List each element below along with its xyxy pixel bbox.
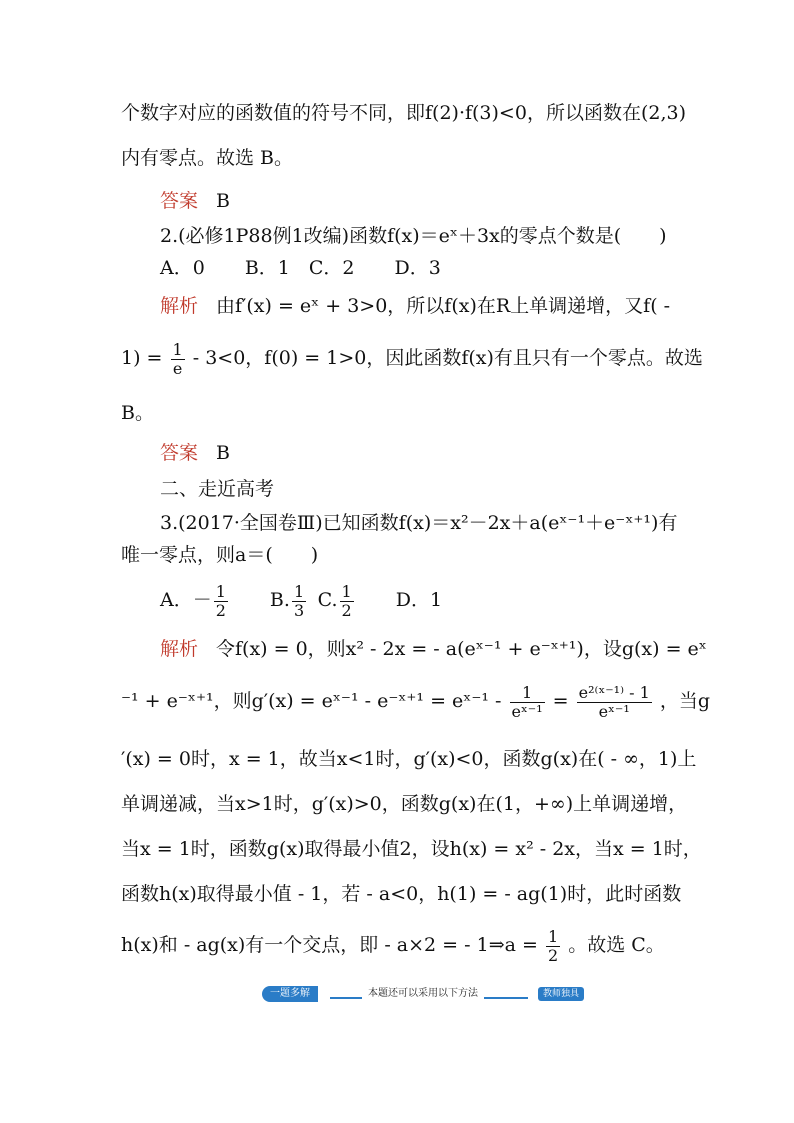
analysis-text: 由f′(x) = eˣ + 3>0，所以f(x)在R上单调递增，又f( -: [216, 295, 671, 317]
fraction-half: [214, 583, 228, 620]
text-segment: ，当g: [659, 690, 710, 712]
answer-row-2: [160, 440, 681, 466]
footer-caption: 本题还可以采用以下方法: [362, 986, 484, 1002]
answer-label: 答案: [160, 190, 199, 212]
text-segment: - 3<0，f(0) = 1>0，因此函数f(x)有且只有一个零点。故选: [192, 347, 703, 369]
q3-choice-c: C.: [317, 589, 338, 611]
fraction-denominator: 2: [341, 600, 352, 620]
text-segment: 。故选 C。: [568, 934, 665, 956]
fraction-denominator: 2: [215, 600, 226, 620]
text-line-12: 唯一零点，则a＝( ): [121, 544, 319, 566]
text-line-17: 单调递减，当x>1时，g′(x)>0，函数g(x)在(1，+∞)上单调递增，: [121, 793, 688, 815]
text-segment: h(x)和 - ag(x)有一个交点，即 - a×2 = - 1⇒a =: [121, 934, 538, 956]
footer-tag-left: 一题多解: [262, 986, 318, 1002]
section-heading: 二、走近高考: [160, 478, 275, 500]
footer-banner: [262, 986, 584, 1002]
answer-value: B: [216, 190, 230, 212]
fraction-big: [577, 684, 652, 721]
analysis-label: 解析: [160, 638, 199, 660]
fraction-denominator: 2: [547, 945, 559, 965]
q2-choice-a: A．0: [160, 257, 205, 279]
fraction-numerator: 1: [547, 926, 559, 946]
fraction-denominator: e: [172, 358, 183, 378]
text-line-7: [121, 334, 703, 382]
fraction-numerator: 1: [172, 339, 183, 359]
analysis-text: 令f(x) = 0，则x² - 2x = - a(eˣ⁻¹ + e⁻ˣ⁺¹)，设g(x) = eˣ: [216, 638, 707, 660]
text-segment: ⁻¹ + e⁻ˣ⁺¹，则g′(x) = eˣ⁻¹ - e⁻ˣ⁺¹ = eˣ⁻¹ -: [121, 690, 502, 712]
text-segment: 1) =: [121, 347, 163, 369]
answer-value: B: [216, 442, 230, 464]
fraction-numerator: 1: [341, 581, 352, 601]
text-segment: =: [552, 690, 569, 712]
fraction-one-over-ex1: [510, 684, 545, 721]
q2-choice-d: D．3: [394, 257, 441, 279]
fraction-third: [292, 583, 306, 620]
question-2: 2.(必修1P88例1改编)函数f(x)＝eˣ＋3x的零点个数是( ): [160, 225, 667, 247]
fraction-denominator: eˣ⁻¹: [511, 701, 543, 721]
text-line-16: ′(x) = 0时，x = 1，故当x<1时，g′(x)<0，函数g(x)在( - ∞，1)上: [121, 748, 697, 770]
text-line-8: B。: [121, 402, 154, 424]
question-3: 3.(2017·全国卷Ⅲ)已知函数f(x)＝x²－2x＋a(eˣ⁻¹＋e⁻ˣ⁺¹)有: [160, 512, 678, 534]
fraction-numerator: 1: [510, 684, 545, 703]
answer-label: 答案: [160, 442, 199, 464]
text-line-2: 内有零点。故选 B。: [121, 147, 294, 169]
text-line-19: 函数h(x)取得最小值 - 1，若 - a<0，h(1) = - ag(1)时，此时函数: [121, 883, 682, 905]
q2-choice-c: C．2: [308, 257, 355, 279]
text-line-20: [121, 920, 681, 970]
fraction-numerator: 1: [215, 581, 226, 601]
fraction-half: [546, 928, 560, 965]
answer-row-1: [160, 188, 681, 214]
q3-choice-d: D．1: [395, 589, 443, 611]
fraction-numerator: 1: [293, 581, 305, 601]
q3-choice-a: A．－: [160, 589, 212, 611]
fraction-denominator: eˣ⁻¹: [598, 701, 630, 721]
text-line-15: [121, 676, 710, 726]
fraction-half: [340, 583, 354, 620]
text-line-18: 当x = 1时，函数g(x)取得最小值2，设h(x) = x² - 2x，当x = 1时，: [121, 838, 702, 860]
analysis-row-3: [160, 636, 707, 662]
text-line-1: 个数字对应的函数值的符号不同，即f(2)·f(3)<0，所以函数在(2,3): [121, 102, 686, 124]
q2-choice-b: B．1: [244, 257, 290, 279]
analysis-row-2: [160, 293, 681, 319]
fraction-numerator: e²⁽ˣ⁻¹⁾ - 1: [578, 682, 650, 702]
q3-choices: [160, 576, 681, 624]
footer-tag-right: 教师独具: [538, 987, 584, 1001]
q2-choices: [160, 255, 681, 281]
q3-choice-b: B.: [269, 589, 290, 611]
fraction-one-over-e: [171, 341, 185, 378]
analysis-label: 解析: [160, 295, 199, 317]
fraction-denominator: 3: [293, 600, 305, 620]
